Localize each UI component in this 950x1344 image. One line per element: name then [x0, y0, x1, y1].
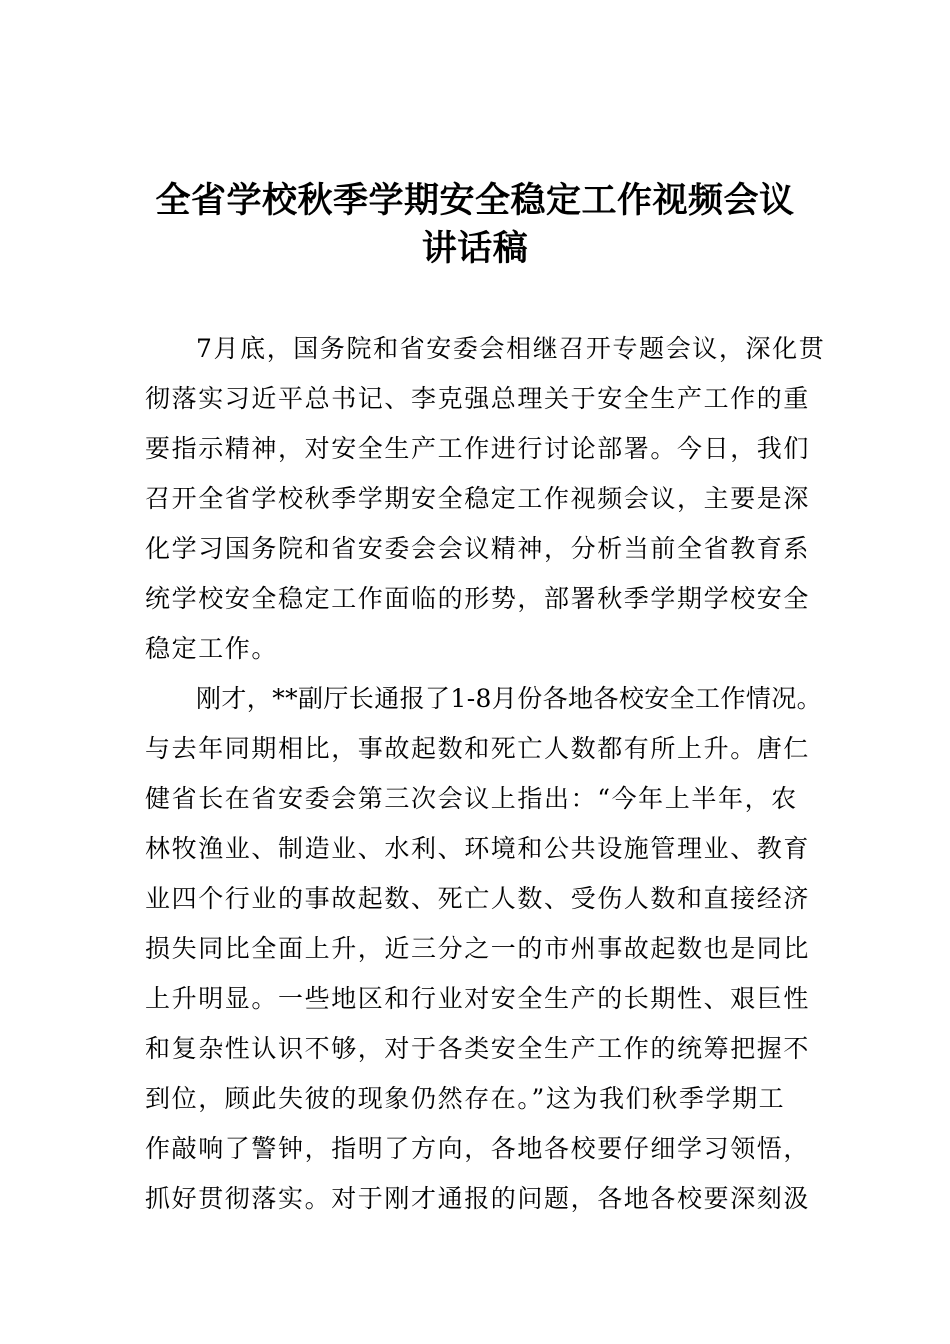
paragraph-1-line-3: 要指示精神，对安全生产工作进行讨论部署。今日，我们	[145, 434, 811, 463]
paragraph-1-line-4: 召开全省学校秋季学期安全稳定工作视频会议，主要是深	[145, 484, 811, 513]
paragraph-2-line-4: 林牧渔业、制造业、水利、环境和公共设施管理业、教育	[145, 834, 811, 863]
paragraph-1-line-6: 统学校安全稳定工作面临的形势，部署秋季学期学校安全	[145, 584, 811, 613]
paragraph-2-line-8: 和复杂性认识不够，对于各类安全生产工作的统筹把握不	[145, 1034, 811, 1063]
document-title-line-1: 全省学校秋季学期安全稳定工作视频会议	[155, 181, 795, 221]
paragraph-2-line-5: 业四个行业的事故起数、死亡人数、受伤人数和直接经济	[145, 884, 811, 913]
paragraph-2-line-7: 上升明显。一些地区和行业对安全生产的长期性、艰巨性	[145, 984, 811, 1013]
paragraph-1-line-7: 稳定工作。	[145, 634, 279, 663]
paragraph-2-line-3: 健省长在省安委会第三次会议上指出：“今年上半年，农	[145, 784, 798, 813]
paragraph-2-line-6: 损失同比全面上升，近三分之一的市州事故起数也是同比	[145, 934, 811, 963]
paragraph-2-line-2: 与去年同期相比，事故起数和死亡人数都有所上升。唐仁	[145, 734, 811, 763]
paragraph-1-line-5: 化学习国务院和省安委会会议精神，分析当前全省教育系	[145, 534, 811, 563]
paragraph-2-line-1: 刚才，**副厅长通报了1-8月份各地各校安全工作情况。	[196, 684, 823, 713]
paragraph-1-line-2: 彻落实习近平总书记、李克强总理关于安全生产工作的重	[145, 384, 811, 413]
paragraph-2-line-9: 到位，顾此失彼的现象仍然存在。”这为我们秋季学期工	[145, 1084, 786, 1113]
paragraph-2-line-11: 抓好贯彻落实。对于刚才通报的问题，各地各校要深刻汲	[145, 1184, 811, 1213]
document-title-line-2: 讲话稿	[421, 229, 529, 269]
paragraph-1-line-1: 7月底，国务院和省安委会相继召开专题会议，深化贯	[196, 334, 826, 363]
paragraph-2-line-10: 作敲响了警钟，指明了方向，各地各校要仔细学习领悟，	[145, 1134, 811, 1163]
